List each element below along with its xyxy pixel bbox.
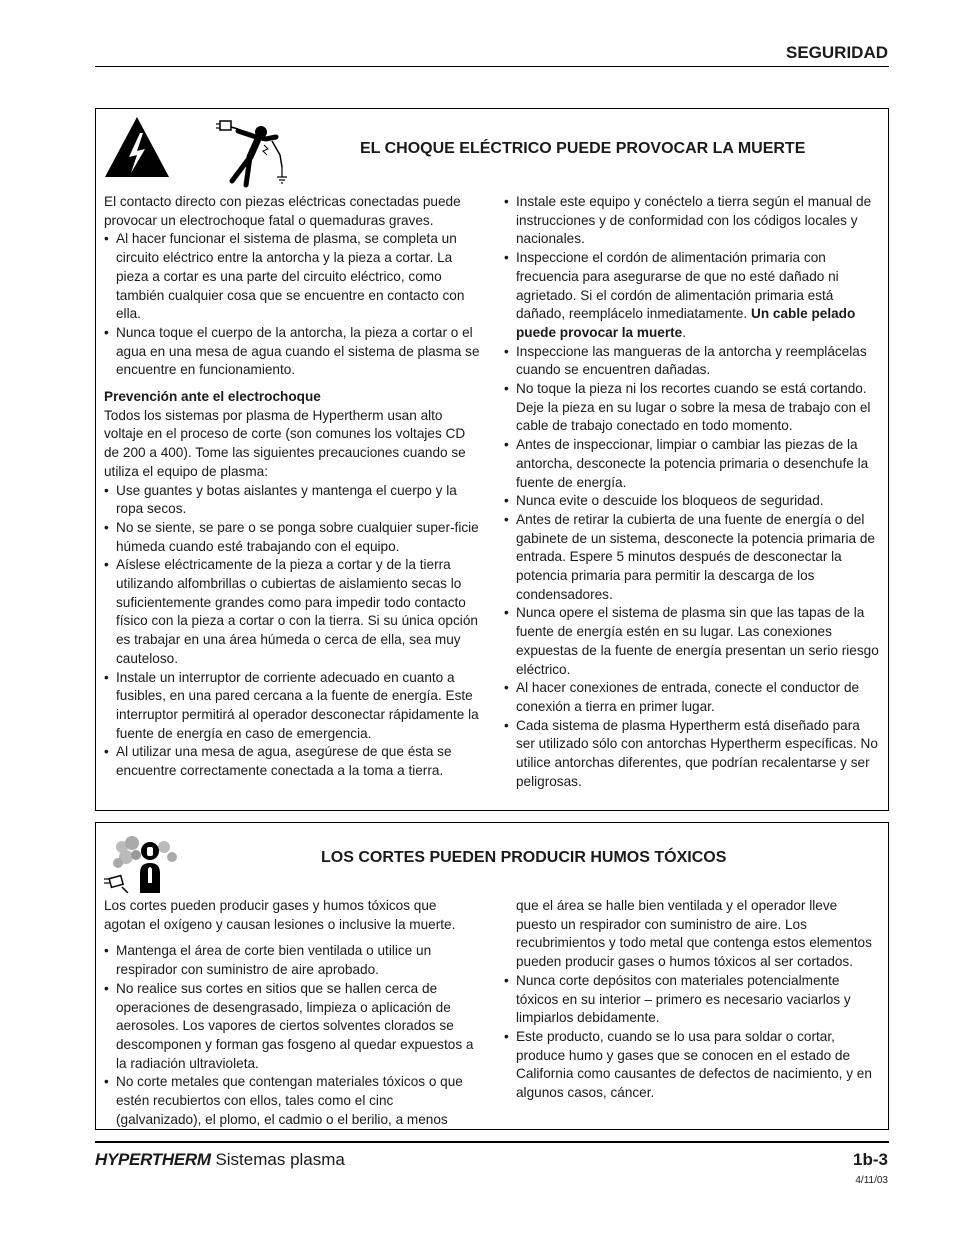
list-item: • Al hacer funcionar el sistema de plasma, se completa un circuito eléctrico entre la antorcha y la pieza a cortar. La pieza a cortar es una parte del circuito eléctrico, como también cualquier cosa que se encuentre en contacto con ella. xyxy=(104,230,480,324)
high-voltage-warning-icon xyxy=(103,115,171,179)
prevention-text: Todos los sistemas por plasma de Hypertherm usan alto voltaje en el proceso de corte (son comunes los voltajes CD de 200 a 400). Tome las siguientes precauciones cuando se utiliza el equipo de plasma: xyxy=(104,407,466,479)
list-item: • Antes de inspeccionar, limpiar o cambiar las piezas de la antorcha, desconecte la potencia primaria o desenchufe la fuente de energía. xyxy=(504,436,880,492)
electric-shock-title: EL CHOQUE ELÉCTRICO PUEDE PROVOCAR LA MUERTE xyxy=(360,140,806,157)
list-item: • Aíslese eléctricamente de la pieza a cortar y de la tierra utilizando alfombrillas o cubiertas de aislamiento secas lo suficientemente grandes como para impedir todo contacto físico con la pieza a cortar o con la tierra. Si su única opción es trabajar en una área húmeda o cerca de ella, sea muy cauteloso. xyxy=(104,556,480,668)
fumes-right-column xyxy=(504,897,880,1103)
hypertherm-logo: HYPERTHERM xyxy=(95,1150,211,1169)
list-item: • No realice sus cortes en sitios que se hallen cerca de operaciones de desengrasado, limpieza o aplicación de aerosoles. Los vapores de ciertos solventes clorados se descomponen y forman gas fosgeno al quedar expuestos a la radiación ultravioleta. xyxy=(104,980,480,1074)
list-item: • No se siente, se pare o se ponga sobre cualquier super-ficie húmeda cuando esté trabajando con el equipo. xyxy=(104,519,480,556)
list-item: • Use guantes y botas aislantes y mantenga el cuerpo y la ropa secos. xyxy=(104,482,480,519)
electrocution-person-icon xyxy=(216,115,296,197)
fumes-left-column xyxy=(104,897,480,1129)
list-item: • Cada sistema de plasma Hypertherm está diseñado para ser utilizado sólo con antorchas Hypertherm específicas. No utilice antorchas diferentes, que podrían recalentarse y ser peligrosas. xyxy=(504,717,880,792)
list-item xyxy=(504,249,880,343)
electric-list-a xyxy=(104,230,480,380)
electric-shock-warning-box xyxy=(95,108,889,811)
footer-brand xyxy=(95,1150,345,1170)
list-item: • No toque la pieza ni los recortes cuando se está cortando. Deje la pieza en su lugar o sobre la mesa de trabajo con el cable de trabajo conectado en todo momento. xyxy=(504,380,880,436)
cord-inspection-text: Inspeccione el cordón de alimentación primaria con frecuencia para asegurarse de que no esté dañado ni agrietado. Si el cordón de alimentación primaria está dañado, reemplácelo inmediatamente. xyxy=(516,250,839,322)
list-item: • Instale este equipo y conéctelo a tierra según el manual de instrucciones y de conformidad con los códigos locales y nacionales. xyxy=(504,193,880,249)
section-title: SEGURIDAD xyxy=(785,43,888,62)
product-name: Sistemas plasma xyxy=(215,1150,345,1169)
fumes-list-a xyxy=(104,942,480,1129)
fumes-list-b xyxy=(504,972,880,1103)
electric-intro: El contacto directo con piezas eléctricas conectadas puede provocar un electrochoque fatal o quemaduras graves. xyxy=(104,194,461,228)
list-item: • Este producto, cuando se lo usa para soldar o cortar, produce humo y gases que se conocen en el estado de California como causantes de defectos de nacimiento, y en algunos casos, cáncer. xyxy=(504,1028,880,1103)
list-item: • Antes de retirar la cubierta de una fuente de energía o del gabinete de un sistema, desconecte la potencia primaria de entrada. Espere 5 minutos después de desconectar la potencia primaria para permitir la descarga de los condensadores. xyxy=(504,511,880,605)
electric-right-column xyxy=(504,193,880,792)
list-item: • Nunca evite o descuide los bloqueos de seguridad. xyxy=(504,492,880,511)
electric-list-b xyxy=(104,482,480,781)
list-item: • Nunca opere el sistema de plasma sin que las tapas de la fuente de energía estén en su lugar. Las conexiones expuestas de la fuente de energía presentan un serio riesgo eléctrico. xyxy=(504,604,880,679)
toxic-fumes-title: LOS CORTES PUEDEN PRODUCIR HUMOS TÓXICOS xyxy=(321,849,727,866)
prevention-heading: Prevención ante el electrochoque xyxy=(104,389,321,405)
list-item: • Mantenga el área de corte bien ventilada o utilice un respirador con suministro de aire aprobado. xyxy=(104,942,480,979)
list-item: • Nunca toque el cuerpo de la antorcha, la pieza a cortar o el agua en una mesa de agua cuando el sistema de plasma se encuentre en funcionamiento. xyxy=(104,324,480,380)
toxic-fumes-person-icon xyxy=(102,833,186,893)
electric-left-column xyxy=(104,193,480,781)
electric-list-c xyxy=(504,193,880,792)
list-item: • Instale un interruptor de corriente adecuado en cuanto a fusibles, en una pared cercana a la fuente de energía. Este interruptor permitirá al operador desconectar rápidamente la fuente de energía en caso de emergencia. xyxy=(104,669,480,744)
toxic-fumes-warning-box xyxy=(95,822,889,1130)
list-item: • Al utilizar una mesa de agua, asegúrese de que ésta se encuentre correctamente conectada a la toma a tierra. xyxy=(104,743,480,780)
list-item: • Al hacer conexiones de entrada, conecte el conductor de conexión a tierra en primer lugar. xyxy=(504,679,880,716)
fumes-continuation: que el área se halle bien ventilada y el operador lleve puesto un respirador con suministro de aire. Los recubrimientos y todo metal que contenga estos elementos pueden producir gases o humos tóxicos al ser cortados. xyxy=(516,898,872,970)
list-item: • Inspeccione las mangueras de la antorcha y reemplácelas cuando se encuentren dañadas. xyxy=(504,343,880,380)
revision-date: 4/11/03 xyxy=(855,1175,888,1186)
footer-rule xyxy=(95,1141,889,1143)
sentence-end: . xyxy=(682,324,686,340)
list-item: • Nunca corte depósitos con materiales potencialmente tóxicos en su interior – primero es necesario vaciarlos y limpiarlos debidamente. xyxy=(504,972,880,1028)
page-number: 1b-3 xyxy=(853,1150,888,1169)
header-rule xyxy=(95,66,889,67)
list-item: • No corte metales que contengan materiales tóxicos o que estén recubiertos con ellos, tales como el cinc (galvanizado), el plomo, el cadmio o el berilio, a menos xyxy=(104,1073,480,1129)
bare-cable-warning: Un cable pelado puede provocar la muerte xyxy=(516,306,856,340)
fumes-intro: Los cortes pueden producir gases y humos tóxicos que agotan el oxígeno y causan lesiones o inclusive la muerte. xyxy=(104,898,456,932)
